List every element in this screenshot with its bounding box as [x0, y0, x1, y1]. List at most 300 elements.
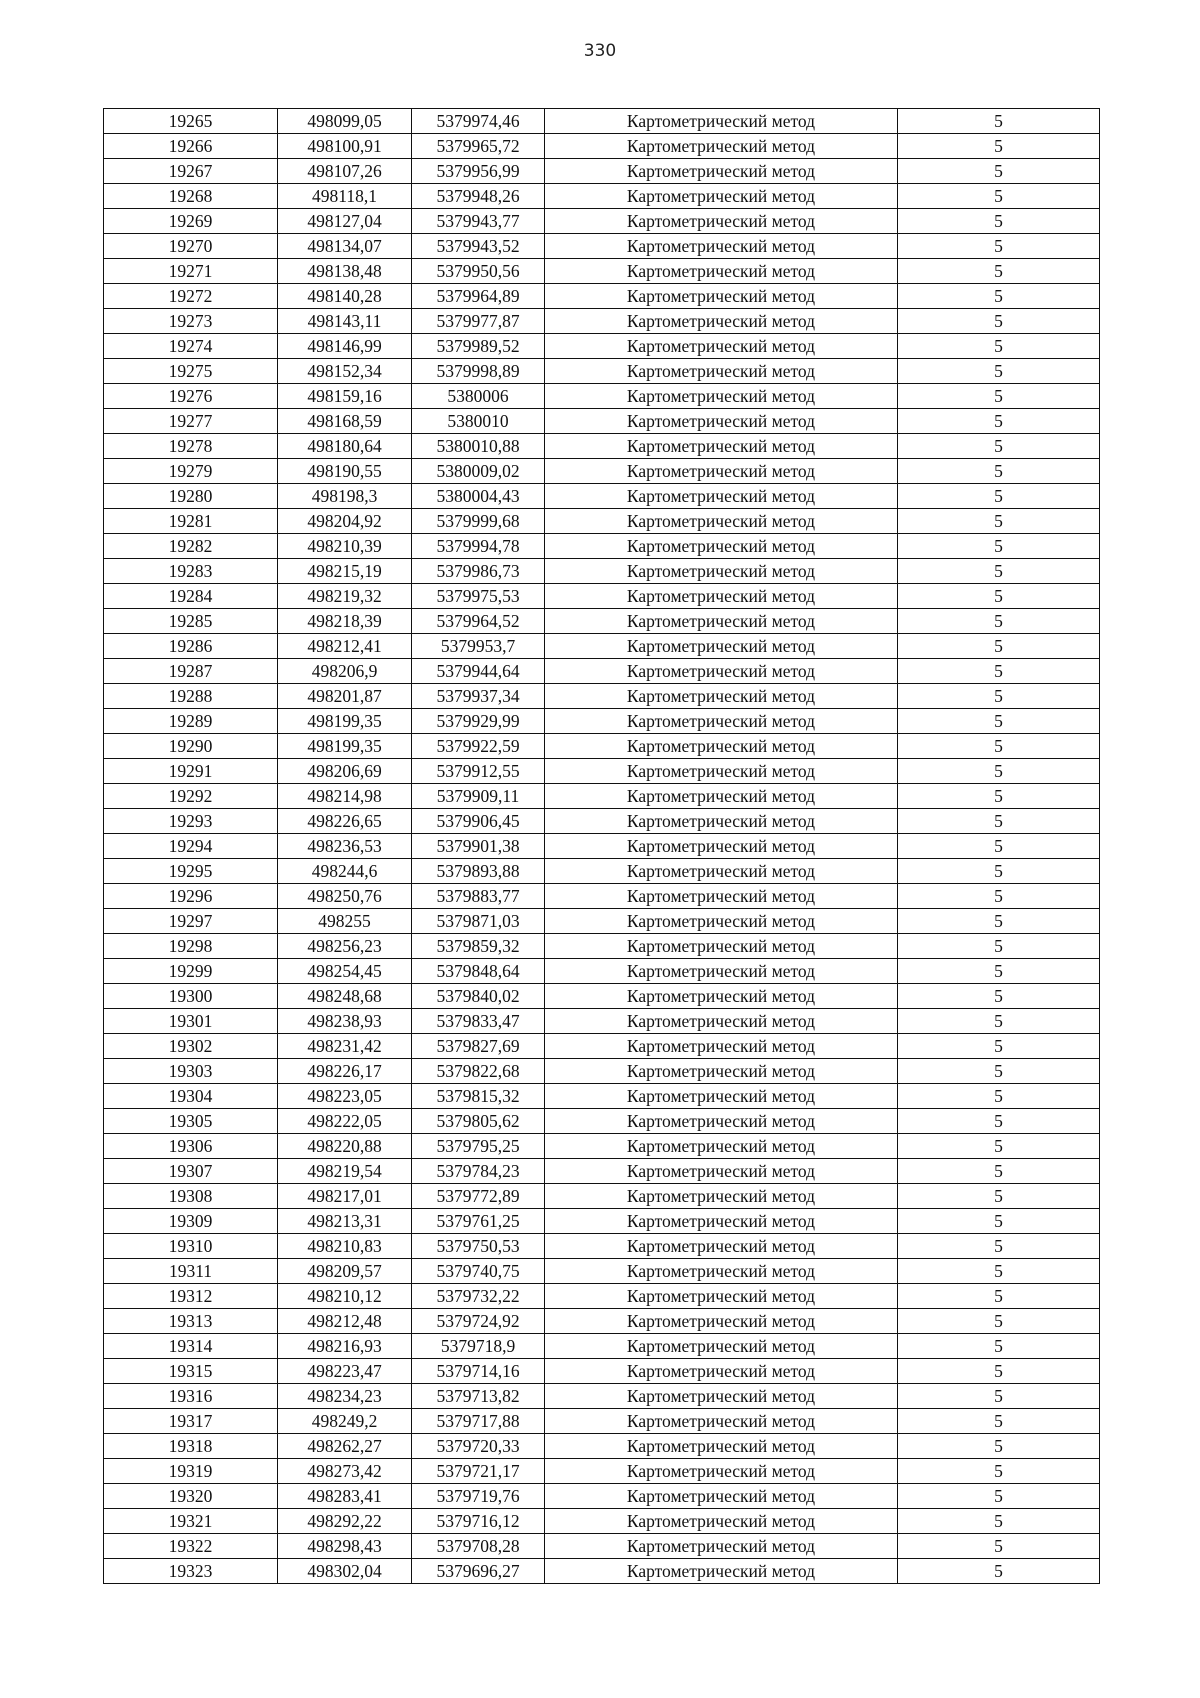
- method-cell: Картометрический метод: [545, 609, 898, 634]
- x-coordinate-cell: 498143,11: [278, 309, 412, 334]
- y-coordinate-cell: 5379944,64: [412, 659, 545, 684]
- point-number-cell: 19285: [104, 609, 278, 634]
- table-row: [104, 1534, 1100, 1559]
- x-coordinate-cell: 498273,42: [278, 1459, 412, 1484]
- point-number-cell: 19289: [104, 709, 278, 734]
- point-number-cell: 19291: [104, 759, 278, 784]
- point-number-cell: 19323: [104, 1559, 278, 1584]
- method-cell: Картометрический метод: [545, 1009, 898, 1034]
- x-coordinate-cell: 498236,53: [278, 834, 412, 859]
- accuracy-cell: 5: [898, 1434, 1100, 1459]
- y-coordinate-cell: 5379929,99: [412, 709, 545, 734]
- table-row: [104, 834, 1100, 859]
- y-coordinate-cell: 5379732,22: [412, 1284, 545, 1309]
- y-coordinate-cell: 5379848,64: [412, 959, 545, 984]
- method-cell: Картометрический метод: [545, 384, 898, 409]
- method-cell: Картометрический метод: [545, 1384, 898, 1409]
- method-cell: Картометрический метод: [545, 234, 898, 259]
- accuracy-cell: 5: [898, 1159, 1100, 1184]
- table-row: [104, 1434, 1100, 1459]
- method-cell: Картометрический метод: [545, 1459, 898, 1484]
- x-coordinate-cell: 498212,48: [278, 1309, 412, 1334]
- y-coordinate-cell: 5379943,52: [412, 234, 545, 259]
- y-coordinate-cell: 5380009,02: [412, 459, 545, 484]
- point-number-cell: 19297: [104, 909, 278, 934]
- accuracy-cell: 5: [898, 1384, 1100, 1409]
- point-number-cell: 19302: [104, 1034, 278, 1059]
- x-coordinate-cell: 498199,35: [278, 709, 412, 734]
- y-coordinate-cell: 5379964,52: [412, 609, 545, 634]
- method-cell: Картометрический метод: [545, 1134, 898, 1159]
- method-cell: Картометрический метод: [545, 484, 898, 509]
- y-coordinate-cell: 5379871,03: [412, 909, 545, 934]
- x-coordinate-cell: 498238,93: [278, 1009, 412, 1034]
- point-number-cell: 19278: [104, 434, 278, 459]
- method-cell: Картометрический метод: [545, 1434, 898, 1459]
- y-coordinate-cell: 5379922,59: [412, 734, 545, 759]
- x-coordinate-cell: 498138,48: [278, 259, 412, 284]
- x-coordinate-cell: 498140,28: [278, 284, 412, 309]
- y-coordinate-cell: 5379999,68: [412, 509, 545, 534]
- point-number-cell: 19307: [104, 1159, 278, 1184]
- point-number-cell: 19310: [104, 1234, 278, 1259]
- accuracy-cell: 5: [898, 359, 1100, 384]
- table-row: [104, 1009, 1100, 1034]
- accuracy-cell: 5: [898, 1359, 1100, 1384]
- method-cell: Картометрический метод: [545, 1484, 898, 1509]
- accuracy-cell: 5: [898, 384, 1100, 409]
- x-coordinate-cell: 498206,69: [278, 759, 412, 784]
- x-coordinate-cell: 498099,05: [278, 109, 412, 134]
- x-coordinate-cell: 498127,04: [278, 209, 412, 234]
- table-row: [104, 1309, 1100, 1334]
- table-row: [104, 634, 1100, 659]
- table-row: [104, 509, 1100, 534]
- method-cell: Картометрический метод: [545, 1334, 898, 1359]
- point-number-cell: 19279: [104, 459, 278, 484]
- accuracy-cell: 5: [898, 909, 1100, 934]
- x-coordinate-cell: 498254,45: [278, 959, 412, 984]
- point-number-cell: 19284: [104, 584, 278, 609]
- accuracy-cell: 5: [898, 759, 1100, 784]
- method-cell: Картометрический метод: [545, 934, 898, 959]
- accuracy-cell: 5: [898, 134, 1100, 159]
- table-row: [104, 159, 1100, 184]
- y-coordinate-cell: 5379740,75: [412, 1259, 545, 1284]
- x-coordinate-cell: 498199,35: [278, 734, 412, 759]
- y-coordinate-cell: 5379716,12: [412, 1509, 545, 1534]
- x-coordinate-cell: 498212,41: [278, 634, 412, 659]
- method-cell: Картометрический метод: [545, 109, 898, 134]
- table-row: [104, 1034, 1100, 1059]
- method-cell: Картометрический метод: [545, 909, 898, 934]
- method-cell: Картометрический метод: [545, 509, 898, 534]
- x-coordinate-cell: 498226,17: [278, 1059, 412, 1084]
- y-coordinate-cell: 5379950,56: [412, 259, 545, 284]
- point-number-cell: 19311: [104, 1259, 278, 1284]
- point-number-cell: 19293: [104, 809, 278, 834]
- x-coordinate-cell: 498209,57: [278, 1259, 412, 1284]
- point-number-cell: 19306: [104, 1134, 278, 1159]
- table-row: [104, 934, 1100, 959]
- y-coordinate-cell: 5379784,23: [412, 1159, 545, 1184]
- accuracy-cell: 5: [898, 509, 1100, 534]
- method-cell: Картометрический метод: [545, 409, 898, 434]
- x-coordinate-cell: 498214,98: [278, 784, 412, 809]
- x-coordinate-cell: 498213,31: [278, 1209, 412, 1234]
- method-cell: Картометрический метод: [545, 184, 898, 209]
- accuracy-cell: 5: [898, 434, 1100, 459]
- method-cell: Картометрический метод: [545, 784, 898, 809]
- table-row: [104, 434, 1100, 459]
- table-row: [104, 909, 1100, 934]
- point-number-cell: 19295: [104, 859, 278, 884]
- table-row: [104, 259, 1100, 284]
- point-number-cell: 19298: [104, 934, 278, 959]
- table-row: [104, 1134, 1100, 1159]
- table-row: [104, 734, 1100, 759]
- x-coordinate-cell: 498190,55: [278, 459, 412, 484]
- y-coordinate-cell: 5380010,88: [412, 434, 545, 459]
- accuracy-cell: 5: [898, 259, 1100, 284]
- method-cell: Картометрический метод: [545, 359, 898, 384]
- point-number-cell: 19316: [104, 1384, 278, 1409]
- table-row: [104, 409, 1100, 434]
- accuracy-cell: 5: [898, 659, 1100, 684]
- x-coordinate-cell: 498249,2: [278, 1409, 412, 1434]
- method-cell: Картометрический метод: [545, 309, 898, 334]
- x-coordinate-cell: 498223,05: [278, 1084, 412, 1109]
- x-coordinate-cell: 498215,19: [278, 559, 412, 584]
- table-row: [104, 1159, 1100, 1184]
- y-coordinate-cell: 5379974,46: [412, 109, 545, 134]
- x-coordinate-cell: 498210,83: [278, 1234, 412, 1259]
- x-coordinate-cell: 498220,88: [278, 1134, 412, 1159]
- x-coordinate-cell: 498168,59: [278, 409, 412, 434]
- y-coordinate-cell: 5379761,25: [412, 1209, 545, 1234]
- table-row: [104, 459, 1100, 484]
- accuracy-cell: 5: [898, 959, 1100, 984]
- point-number-cell: 19299: [104, 959, 278, 984]
- point-number-cell: 19280: [104, 484, 278, 509]
- table-row: [104, 1559, 1100, 1584]
- point-number-cell: 19283: [104, 559, 278, 584]
- y-coordinate-cell: 5379909,11: [412, 784, 545, 809]
- table-row: [104, 359, 1100, 384]
- method-cell: Картометрический метод: [545, 709, 898, 734]
- table-row: [104, 1384, 1100, 1409]
- y-coordinate-cell: 5379696,27: [412, 1559, 545, 1584]
- x-coordinate-cell: 498118,1: [278, 184, 412, 209]
- method-cell: Картометрический метод: [545, 634, 898, 659]
- accuracy-cell: 5: [898, 934, 1100, 959]
- method-cell: Картометрический метод: [545, 859, 898, 884]
- accuracy-cell: 5: [898, 334, 1100, 359]
- point-number-cell: 19320: [104, 1484, 278, 1509]
- coordinates-table: [103, 108, 1100, 1584]
- method-cell: Картометрический метод: [545, 334, 898, 359]
- table-row: [104, 659, 1100, 684]
- y-coordinate-cell: 5379956,99: [412, 159, 545, 184]
- method-cell: Картометрический метод: [545, 884, 898, 909]
- method-cell: Картометрический метод: [545, 584, 898, 609]
- x-coordinate-cell: 498283,41: [278, 1484, 412, 1509]
- x-coordinate-cell: 498292,22: [278, 1509, 412, 1534]
- y-coordinate-cell: 5379975,53: [412, 584, 545, 609]
- accuracy-cell: 5: [898, 1034, 1100, 1059]
- point-number-cell: 19314: [104, 1334, 278, 1359]
- page-number: 330: [583, 41, 617, 61]
- table-row: [104, 959, 1100, 984]
- table-row: [104, 184, 1100, 209]
- y-coordinate-cell: 5379724,92: [412, 1309, 545, 1334]
- y-coordinate-cell: 5380010: [412, 409, 545, 434]
- method-cell: Картометрический метод: [545, 284, 898, 309]
- table-row: [104, 1334, 1100, 1359]
- point-number-cell: 19313: [104, 1309, 278, 1334]
- x-coordinate-cell: 498298,43: [278, 1534, 412, 1559]
- method-cell: Картометрический метод: [545, 734, 898, 759]
- table-row: [104, 1209, 1100, 1234]
- x-coordinate-cell: 498210,12: [278, 1284, 412, 1309]
- point-number-cell: 19312: [104, 1284, 278, 1309]
- method-cell: Картометрический метод: [545, 1034, 898, 1059]
- accuracy-cell: 5: [898, 1309, 1100, 1334]
- point-number-cell: 19309: [104, 1209, 278, 1234]
- table-row: [104, 1509, 1100, 1534]
- x-coordinate-cell: 498244,6: [278, 859, 412, 884]
- table-row: [104, 334, 1100, 359]
- method-cell: Картометрический метод: [545, 1259, 898, 1284]
- accuracy-cell: 5: [898, 109, 1100, 134]
- y-coordinate-cell: 5379721,17: [412, 1459, 545, 1484]
- accuracy-cell: 5: [898, 1134, 1100, 1159]
- table-row: [104, 309, 1100, 334]
- accuracy-cell: 5: [898, 1009, 1100, 1034]
- point-number-cell: 19282: [104, 534, 278, 559]
- accuracy-cell: 5: [898, 184, 1100, 209]
- y-coordinate-cell: 5379720,33: [412, 1434, 545, 1459]
- method-cell: Картометрический метод: [545, 959, 898, 984]
- accuracy-cell: 5: [898, 1284, 1100, 1309]
- table-row: [104, 1484, 1100, 1509]
- point-number-cell: 19315: [104, 1359, 278, 1384]
- table-row: [104, 1409, 1100, 1434]
- point-number-cell: 19319: [104, 1459, 278, 1484]
- x-coordinate-cell: 498152,34: [278, 359, 412, 384]
- method-cell: Картометрический метод: [545, 834, 898, 859]
- y-coordinate-cell: 5379795,25: [412, 1134, 545, 1159]
- table-row: [104, 1059, 1100, 1084]
- y-coordinate-cell: 5379805,62: [412, 1109, 545, 1134]
- x-coordinate-cell: 498134,07: [278, 234, 412, 259]
- y-coordinate-cell: 5379901,38: [412, 834, 545, 859]
- method-cell: Картометрический метод: [545, 1209, 898, 1234]
- accuracy-cell: 5: [898, 584, 1100, 609]
- x-coordinate-cell: 498302,04: [278, 1559, 412, 1584]
- y-coordinate-cell: 5379912,55: [412, 759, 545, 784]
- y-coordinate-cell: 5379893,88: [412, 859, 545, 884]
- method-cell: Картометрический метод: [545, 1534, 898, 1559]
- method-cell: Картометрический метод: [545, 759, 898, 784]
- accuracy-cell: 5: [898, 1084, 1100, 1109]
- method-cell: Картометрический метод: [545, 159, 898, 184]
- accuracy-cell: 5: [898, 1484, 1100, 1509]
- method-cell: Картометрический метод: [545, 984, 898, 1009]
- accuracy-cell: 5: [898, 834, 1100, 859]
- y-coordinate-cell: 5379883,77: [412, 884, 545, 909]
- y-coordinate-cell: 5379840,02: [412, 984, 545, 1009]
- accuracy-cell: 5: [898, 1559, 1100, 1584]
- point-number-cell: 19274: [104, 334, 278, 359]
- x-coordinate-cell: 498206,9: [278, 659, 412, 684]
- table-row: [104, 784, 1100, 809]
- point-number-cell: 19294: [104, 834, 278, 859]
- y-coordinate-cell: 5379708,28: [412, 1534, 545, 1559]
- x-coordinate-cell: 498219,54: [278, 1159, 412, 1184]
- accuracy-cell: 5: [898, 409, 1100, 434]
- point-number-cell: 19268: [104, 184, 278, 209]
- method-cell: Картометрический метод: [545, 209, 898, 234]
- method-cell: Картометрический метод: [545, 134, 898, 159]
- method-cell: Картометрический метод: [545, 1059, 898, 1084]
- y-coordinate-cell: 5379943,77: [412, 209, 545, 234]
- accuracy-cell: 5: [898, 634, 1100, 659]
- accuracy-cell: 5: [898, 609, 1100, 634]
- table-row: [104, 1259, 1100, 1284]
- y-coordinate-cell: 5380004,43: [412, 484, 545, 509]
- point-number-cell: 19301: [104, 1009, 278, 1034]
- method-cell: Картометрический метод: [545, 659, 898, 684]
- table-row: [104, 1184, 1100, 1209]
- x-coordinate-cell: 498180,64: [278, 434, 412, 459]
- table-row: [104, 709, 1100, 734]
- accuracy-cell: 5: [898, 1534, 1100, 1559]
- point-number-cell: 19322: [104, 1534, 278, 1559]
- method-cell: Картометрический метод: [545, 1509, 898, 1534]
- method-cell: Картометрический метод: [545, 1309, 898, 1334]
- point-number-cell: 19286: [104, 634, 278, 659]
- accuracy-cell: 5: [898, 159, 1100, 184]
- table-row: [104, 1359, 1100, 1384]
- x-coordinate-cell: 498204,92: [278, 509, 412, 534]
- table-row: [104, 484, 1100, 509]
- accuracy-cell: 5: [898, 459, 1100, 484]
- table-row: [104, 534, 1100, 559]
- point-number-cell: 19296: [104, 884, 278, 909]
- point-number-cell: 19265: [104, 109, 278, 134]
- point-number-cell: 19305: [104, 1109, 278, 1134]
- table-row: [104, 1109, 1100, 1134]
- table-row: [104, 759, 1100, 784]
- table-row: [104, 1234, 1100, 1259]
- accuracy-cell: 5: [898, 809, 1100, 834]
- point-number-cell: 19300: [104, 984, 278, 1009]
- accuracy-cell: 5: [898, 734, 1100, 759]
- point-number-cell: 19271: [104, 259, 278, 284]
- y-coordinate-cell: 5379718,9: [412, 1334, 545, 1359]
- table-row: [104, 809, 1100, 834]
- accuracy-cell: 5: [898, 859, 1100, 884]
- y-coordinate-cell: 5379713,82: [412, 1384, 545, 1409]
- method-cell: Картометрический метод: [545, 809, 898, 834]
- accuracy-cell: 5: [898, 1409, 1100, 1434]
- y-coordinate-cell: 5379719,76: [412, 1484, 545, 1509]
- x-coordinate-cell: 498262,27: [278, 1434, 412, 1459]
- point-number-cell: 19290: [104, 734, 278, 759]
- point-number-cell: 19287: [104, 659, 278, 684]
- x-coordinate-cell: 498226,65: [278, 809, 412, 834]
- point-number-cell: 19269: [104, 209, 278, 234]
- point-number-cell: 19292: [104, 784, 278, 809]
- point-number-cell: 19277: [104, 409, 278, 434]
- y-coordinate-cell: 5379827,69: [412, 1034, 545, 1059]
- accuracy-cell: 5: [898, 559, 1100, 584]
- accuracy-cell: 5: [898, 1334, 1100, 1359]
- method-cell: Картометрический метод: [545, 1409, 898, 1434]
- x-coordinate-cell: 498219,32: [278, 584, 412, 609]
- method-cell: Картометрический метод: [545, 1184, 898, 1209]
- x-coordinate-cell: 498250,76: [278, 884, 412, 909]
- point-number-cell: 19281: [104, 509, 278, 534]
- table-row: [104, 109, 1100, 134]
- y-coordinate-cell: 5379965,72: [412, 134, 545, 159]
- y-coordinate-cell: 5379953,7: [412, 634, 545, 659]
- table-row: [104, 1284, 1100, 1309]
- y-coordinate-cell: 5379986,73: [412, 559, 545, 584]
- point-number-cell: 19276: [104, 384, 278, 409]
- method-cell: Картометрический метод: [545, 534, 898, 559]
- x-coordinate-cell: 498222,05: [278, 1109, 412, 1134]
- y-coordinate-cell: 5379717,88: [412, 1409, 545, 1434]
- y-coordinate-cell: 5379994,78: [412, 534, 545, 559]
- table-row: [104, 884, 1100, 909]
- accuracy-cell: 5: [898, 709, 1100, 734]
- y-coordinate-cell: 5379815,32: [412, 1084, 545, 1109]
- method-cell: Картометрический метод: [545, 1234, 898, 1259]
- table-row: [104, 859, 1100, 884]
- x-coordinate-cell: 498223,47: [278, 1359, 412, 1384]
- table-row: [104, 984, 1100, 1009]
- accuracy-cell: 5: [898, 884, 1100, 909]
- method-cell: Картометрический метод: [545, 1359, 898, 1384]
- point-number-cell: 19273: [104, 309, 278, 334]
- point-number-cell: 19270: [104, 234, 278, 259]
- table-row: [104, 284, 1100, 309]
- table-row: [104, 609, 1100, 634]
- y-coordinate-cell: 5379822,68: [412, 1059, 545, 1084]
- x-coordinate-cell: 498218,39: [278, 609, 412, 634]
- method-cell: Картометрический метод: [545, 1559, 898, 1584]
- point-number-cell: 19318: [104, 1434, 278, 1459]
- accuracy-cell: 5: [898, 784, 1100, 809]
- y-coordinate-cell: 5379964,89: [412, 284, 545, 309]
- point-number-cell: 19266: [104, 134, 278, 159]
- y-coordinate-cell: 5380006: [412, 384, 545, 409]
- y-coordinate-cell: 5379906,45: [412, 809, 545, 834]
- method-cell: Картометрический метод: [545, 1159, 898, 1184]
- x-coordinate-cell: 498210,39: [278, 534, 412, 559]
- accuracy-cell: 5: [898, 1184, 1100, 1209]
- point-number-cell: 19272: [104, 284, 278, 309]
- table-row: [104, 559, 1100, 584]
- point-number-cell: 19267: [104, 159, 278, 184]
- x-coordinate-cell: 498146,99: [278, 334, 412, 359]
- y-coordinate-cell: 5379989,52: [412, 334, 545, 359]
- x-coordinate-cell: 498159,16: [278, 384, 412, 409]
- x-coordinate-cell: 498234,23: [278, 1384, 412, 1409]
- method-cell: Картометрический метод: [545, 1284, 898, 1309]
